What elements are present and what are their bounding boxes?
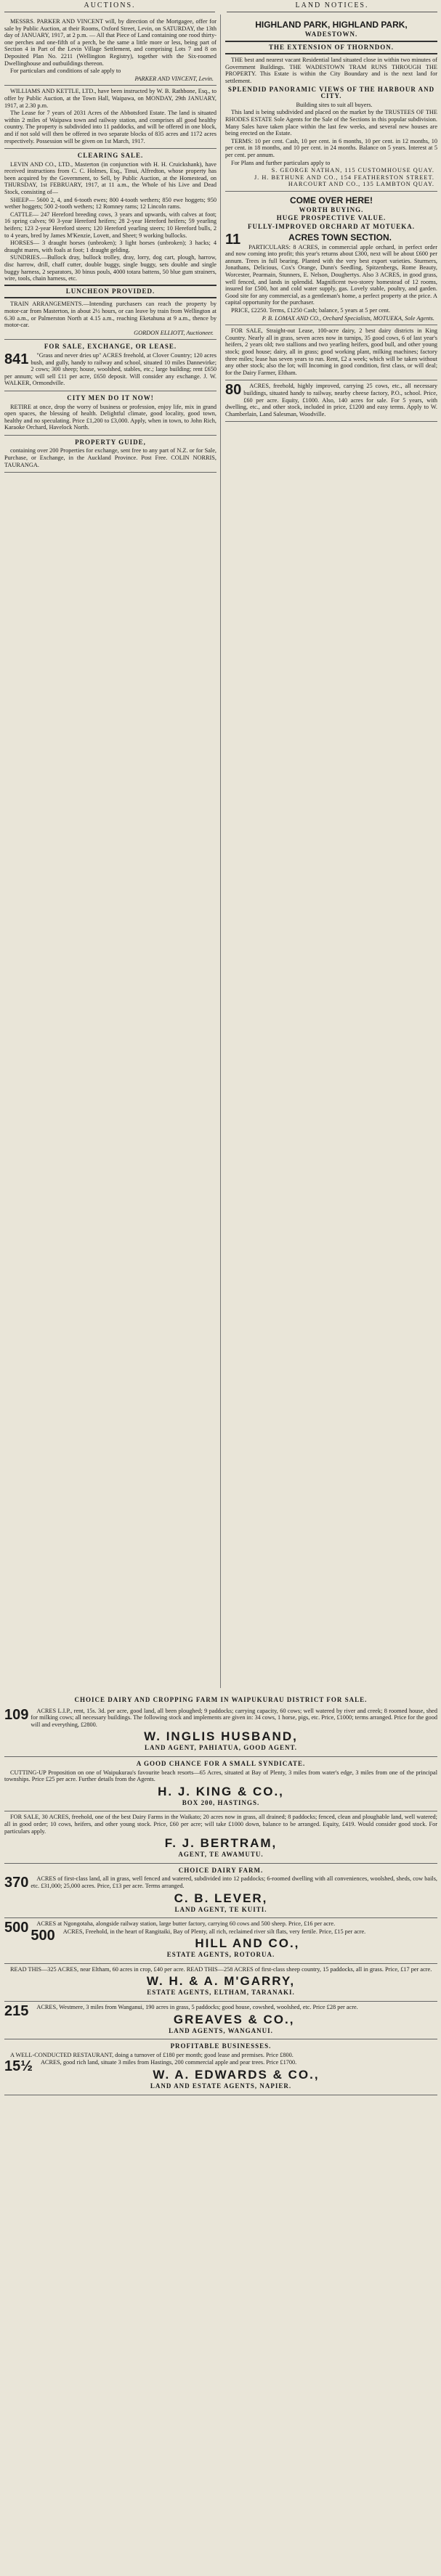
- ad-big-heading: ACRES TOWN SECTION.: [288, 232, 392, 242]
- ad-body: ACRES, freehold, highly improved, carrying 25 cows, etc., all necessary buildings, situated handy to railway, nearby cheese factory, P.O., school. Price, £60 per acre. Equity, £1000. Also, 140 acres for sale. For 5 years, with dwelling, etc., and other stock, included in price, £1200 and easy terms. Apply to W. Chamberlain, Land Salesman, Woodville.: [225, 383, 437, 417]
- ad-sale-exchange-lease: [4, 340, 217, 391]
- section-header-land-notices: LAND NOTICES.: [227, 1, 437, 12]
- divider: [225, 53, 437, 54]
- divider: [4, 297, 217, 298]
- ad-body: WILLIAMS AND KETTLE, LTD., have been instructed by W. B. Rathbone, Esq., to offer by Public Auction, at the Town Hall, Waipawa, on MONDAY, 29th JANUARY, 1917, at 2.30 p.m.: [4, 88, 217, 109]
- ad-body: THE best and nearest vacant Residential land situated close in within two minutes of Government Buildings. THE WADESTOWN TRAM RUNS THROUGH THE PROPERTY. This Estate is within the City Boundary and is the next land for settlement.: [225, 57, 437, 84]
- ad-greaves: [4, 2002, 437, 2039]
- ad-dairy-freehold: [225, 380, 437, 422]
- train-arrangements: TRAIN ARRANGEMENTS.—Intending purchasers can reach the property by motor-car from Masterton, in about 2½ hours, or can leave by train from Wellington at 6.30 a.m., or Palmerston North at 4.15 a.m., reaching Eketahuna at 9 a.m., thence by motor-car.: [4, 301, 217, 329]
- acreage-number: 841: [4, 351, 29, 367]
- agent-name: HILL AND CO.,: [195, 1936, 300, 1951]
- ad-body-2: The Lease for 7 years of 2031 Acres of the Abbotsford Estate. The land is situated within 2 miles of Waipawa town and railway station, and comprises all good healthy country. The property is subdivided into 11 paddocks, and will be offered in one block, and if not sold will then be offered in two separate blocks of 835 acres and 1172 acres respectively. Possession will be given on 1st March, 1917.: [4, 110, 217, 144]
- ad-king-co: [4, 1757, 437, 1811]
- ad-conditions: For particulars and conditions of sale apply to: [10, 68, 121, 75]
- agent-address: AGENT, TE AWAMUTU.: [178, 1851, 264, 1859]
- column-divider: [220, 15, 221, 1688]
- ad-inglis-husband: [4, 1705, 437, 1757]
- ad-signature: P. B. LOMAX AND CO., Orchard Specialists, MOTUEKA, Sole Agents.: [262, 314, 434, 322]
- ad-body: A WELL-CONDUCTED RESTAURANT, doing a turnover of £180 per month; good lease and premises. Price £800.: [10, 2051, 294, 2058]
- agent-name: W. INGLIS HUSBAND,: [144, 1729, 298, 1744]
- agent-address: LAND AGENTS, WANGANUI.: [169, 2026, 273, 2034]
- ad-title: COME OVER HERE!: [289, 195, 373, 205]
- ad-signature: GORDON ELLIOTT, Auctioneer.: [134, 329, 214, 336]
- ad-title: HIGHLAND PARK, HIGHLAND PARK,: [255, 20, 408, 30]
- ad-body: FOR SALE, 30 ACRES, freehold, one of the best Dairy Farms in the Waikato; 20 acres now in grass, all drained; 8 paddocks; fenced, clean and ploughable land, well watered; all in good order; 10 cows, heifers, and other young stock. Price, £60 per acre; will take £1000 down, balance to be arranged. Equity, £419. Would consider good stock. For particulars apply.: [4, 1814, 437, 1835]
- agent-name: W. H. & A. M'GARRY,: [146, 1974, 296, 1989]
- agent-address: ESTATE AGENTS, ELTHAM, TARANAKI.: [147, 1989, 295, 1997]
- ad-city-men: [4, 391, 217, 436]
- stock-sundries: SUNDRIES.—Bullock dray, bullock trolley, dray, lorry, dog cart, plough, harrow, disc harrow, drill, chaff cutter, double buggy, single buggy, sets double and single buggy harness, 2 separators, 30 binus pouls, 4000 totara battens, 50 blue gum strainers, wire, tools, chain harness, etc.: [4, 254, 217, 282]
- agent-2: J. H. BETHUNE AND CO., 154 FEATHERSTON STREET.: [254, 174, 434, 181]
- ad-body-2: ACRES, good rich land, situate 3 miles from Hastings, 200 commercial apple and pear trees. Price £1700.: [40, 2059, 297, 2066]
- ad-sizes: Building sites to suit all buyers.: [296, 101, 373, 108]
- stock-cattle: CATTLE— 247 Hereford breeding cows, 3 years and upwards, with calves at foot; 16 spring calves; 90 3-year Hereford heifers; 28 2-year Hereford heifers; 59 yearling heifers; 123 2-year Hereford steers; 120 Hereford yearling steers; 10 Hereford bulls, 2 to 4 years, bred by James M'Kenzie, Lovett, and Sheet; 9 working bullocks.: [4, 211, 217, 239]
- ad-title: PROFITABLE BUSINESSES.: [170, 2042, 272, 2050]
- ad-body: CUTTING-UP Proposition on one of Waipukurau's favourite beach resorts—65 Acres, situated at Bay of Plenty, 3 miles from water's edge, 3 miles from one of the principal townships. Price £25 per acre. Further details from the Agents.: [4, 1769, 437, 1783]
- ad-property-guide: [4, 436, 217, 473]
- ad-place: WADESTOWN.: [304, 30, 358, 38]
- ad-body: "Grass and never dries up" ACRES freehold, at Clover Country; 120 acres bush, and gully, handy to railway and school, situated 10 miles Dannevirke; 2 cows; 300 sheep; house, woolshed, stables, etc.; large building; rent £650 per annum; will sell £11 per acre, £650 deposit. Will consider any exchange. J. W. WALKER, Ormondville.: [4, 351, 217, 387]
- ad-subtitle: WORTH BUYING.: [299, 205, 364, 213]
- ad-title: CHOICE DAIRY FARM.: [178, 1866, 264, 1874]
- ad-subtitle-3: FULLY-IMPROVED ORCHARD AT MOTUEKA.: [247, 223, 416, 231]
- acreage-number: 215: [4, 2003, 29, 2020]
- ad-body: READ THIS—325 ACRES, near Eltham, 60 acres in crop, £40 per acre. READ THIS—258 ACRES of first-class sheep country, 15 paddocks, all in grass. Price, £17 per acre.: [10, 1965, 432, 1973]
- agent-address: BOX 200, HASTINGS.: [182, 1798, 260, 1806]
- acreage-number: 370: [4, 1875, 29, 1891]
- ad-subtitle: THE EXTENSION OF THORNDON.: [268, 43, 395, 51]
- banner-heading: CHOICE DAIRY AND CROPPING FARM IN WAIPUKURAU DISTRICT FOR SALE.: [74, 1696, 368, 1703]
- acreage-number: 80: [225, 382, 242, 399]
- ad-mcgarry: [4, 1964, 437, 2002]
- ad-plans: For Plans and further particulars apply to: [231, 159, 331, 166]
- ad-views: SPLENDID PANORAMIC VIEWS OF THE HARBOUR AND CITY.: [227, 85, 435, 100]
- agent-name: GREAVES & CO.,: [173, 2012, 295, 2026]
- agent-1: S. GEORGE NATHAN, 115 CUSTOMHOUSE QUAY.: [271, 167, 434, 174]
- agent-address: LAND AND ESTATE AGENTS, NAPIER.: [150, 2082, 292, 2090]
- column-land-notices: [225, 16, 437, 1664]
- divider: [225, 41, 437, 42]
- section-header-auctions: AUCTIONS.: [4, 1, 215, 12]
- acreage-number: 11: [225, 231, 241, 248]
- stock-horses: HORSES— 3 draught horses (unbroken); 3 light horses (unbroken); 3 hacks; 4 draught mares, with foals at foot; 1 draught gelding.: [4, 240, 217, 253]
- ad-terms: TERMS: 10 per cent. Cash, 10 per cent. in 6 months, 10 per cent. in 12 months, 10 per cent. in 18 months, and 10 per cent. in 24 months. Balance on 5 years. Interest at 5 per cent. per annum.: [225, 137, 437, 158]
- acreage-number: 15½: [4, 2058, 33, 2075]
- ad-body: FOR SALE, Straight-out Lease, 100-acre dairy, 2 best dairy districts in King Country. Nearly all in grass, seven acres now in turnips, 35 good cows, 6 of last year's heifers, 2 years old; two stallions and two yearling heifers, good bull, and other young stock; good house; dairy, all in grass; good working plant, milking machines; factory three miles; lease has seven years to run. Rent, £2 a week; which will be taken without any other stock; also the lot; will Incoming in good condition, first class, or will deal; for the Dairy Farmer, Eltham.: [225, 327, 437, 376]
- ad-clearing-sale: [4, 149, 217, 340]
- ad-body: ACRES, Westmere, 3 miles from Wanganui, 190 acres in grass, 5 paddocks; good house, cowshed, woolshed, etc. Price £28 per acre.: [36, 2004, 358, 2011]
- ad-body: RETIRE at once, drop the worry of business or profession, enjoy life, mix in grand open spaces, the blessing of health. Delightful climate, good locality, good town, healthy and no speculating. Price £1,200 to £3,000. Apply, when in town, to John Rich, Karaoke Orchard, Havelock North.: [4, 403, 217, 431]
- agent-address: ESTATE AGENTS, ROTORUA.: [166, 1951, 275, 1959]
- agent-address: LAND AGENT, PAHIATUA, GOOD AGENT.: [144, 1744, 298, 1752]
- ad-body: ACRES L.I.P., rent, 15s. 3d. per acre, good land, all been ploughed; 9 paddocks; carrying capacity, 60 cows; well watered by river and creek; 8 roomed house, shed for milking cows; all necessary buildings. The following stock and implements are given in: 34 cows, 1 horse, pigs, etc. Price, £1000; terms arranged. Price for the good will and everything, £2800.: [31, 1707, 437, 1728]
- ad-subtitle-2: HUGE PROSPECTIVE VALUE.: [276, 214, 387, 222]
- acreage-number: 109: [4, 1706, 29, 1723]
- ad-hill-co: [4, 1918, 437, 1964]
- agent-address: LAND AGENT, TE KUITI.: [174, 1905, 267, 1913]
- ad-body-2: This land is being subdivided and placed on the market by the TRUSTEES OF THE RHODES ESTATE Sole Agents for the Sale of the Sections in this popular subdivision. Many Sales have taken place within the last few weeks, and several new houses are being erected on the Estate.: [225, 109, 437, 137]
- ad-dairy-lease: [225, 325, 437, 380]
- ad-signature: PARKER AND VINCENT, Levin.: [134, 75, 214, 82]
- ad-title: FOR SALE, EXCHANGE, OR LEASE.: [44, 343, 177, 351]
- ad-bertram: [4, 1811, 437, 1863]
- ad-body-2: ACRES, Freehold, in the heart of Rangitaiki, Bay of Plenty, all rich, reclaimed river silt flats, very fertile. Price, £15 per acre.: [62, 1928, 366, 1935]
- ad-lever: [4, 1864, 437, 1918]
- full-width-classifieds: [4, 1695, 437, 2095]
- agent-name: F. J. BERTRAM,: [164, 1836, 278, 1851]
- ad-title: A GOOD CHANCE FOR A SMALL SYNDICATE.: [136, 1759, 306, 1767]
- acreage-number: 500: [4, 1920, 29, 1936]
- divider: [4, 285, 217, 286]
- ad-body: MESSRS. PARKER AND VINCENT will, by direction of the Mortgagee, offer for sale by Public Auction, at their Rooms, Oxford Street, Levin, on SATURDAY, the 13th day of JANUARY, 1917, at 2 p.m. — All that Piece of Land containing one rood thirty-one perches and one-fifth of a perch, be the same a little more or less, being part of Section 4 in Part of the Levin Village Settlement, and comprising Lots 7 and 8 on Deposited Plan No. 2211 (Wellington Registry), together with the Six-roomed Dwellinghouse and outbuildings thereon.: [4, 18, 217, 67]
- acreage-number: 500: [31, 1927, 55, 1944]
- ad-title: CITY MEN DO IT NOW!: [67, 394, 154, 402]
- ad-title: PROPERTY GUIDE,: [75, 438, 146, 446]
- agent-name: H. J. KING & CO.,: [158, 1784, 284, 1798]
- ad-williams-kettle: [4, 86, 217, 149]
- stock-sheep: SHEEP— 5600 2, 4, and 6-tooth ewes; 800 4-tooth wethers; 850 ewe hoggets; 950 wether hoggets; 500 2-tooth wethers; 12 Romney rams; 12 Lincoln rams.: [4, 196, 217, 211]
- ad-title: CLEARING SALE.: [77, 152, 144, 160]
- ad-body: LEVIN AND CO., LTD., Masterton (in conjunction with H. H. Cruickshank), have received instructions from C. C. Holmes, Esq., Tinui, Alfredton, whose property has been acquired by the Government, to Sell, by Public Auction, at the Homestead, on THURSDAY, 1st FEBRUARY, 1917, at 11 a.m., the Whole of his Live and Dead Stock, consisting of—: [4, 160, 217, 196]
- ad-body: containing over 200 Properties for exchange, sent free to any part of N.Z. or for Sale, Purchase, or Exchange, in the Auckland Province. Post Free. COLIN NORRIS, TAURANGA.: [4, 447, 217, 468]
- ad-highland-park: [225, 16, 437, 192]
- ad-price: PRICE, £2250. Terms, £1250 Cash; balance, 5 years at 5 per cent.: [231, 307, 391, 314]
- agent-name: W. A. EDWARDS & CO.,: [153, 2068, 320, 2082]
- ad-body: PARTICULARS: 8 ACRES, in commercial apple orchard, in perfect order and now coming into profit; this year's returns about £300, next will be about £600 per annum. Trees in full bearing. Planted with the very best export varieties. Sturmers, Jonathans, Delicious, Cox's Orange, Dunn's Seedling, Spitzenbergs, Rome Beauty, Worcester, Pearmain, Stunners, E. Nelson, Doughertys. Also 3 ACRES, in good grass, well fenced, and lands in splendid. Magnificent two-storey homestead of 12 rooms, insured for £500, hot and cold water supply, gas. Lovely stable, poultry, and garden. Good site for any commercial, as a gentleman's home, a perfect property at the price. A capital opportunity for the purchaser.: [225, 243, 437, 306]
- ad-body: ACRES of first-class land, all in grass, well fenced and watered, subdivided into 12 paddocks; 6-roomed dwelling with all conveniences, woolshed, sheds, cow bails, etc. £31,000; 25,000 acres. Price, £13 per acre. Terms arranged.: [31, 1875, 437, 1889]
- ad-motueka-orchard: [225, 192, 437, 325]
- agent-3: HARCOURT AND CO., 135 LAMBTON QUAY.: [288, 181, 434, 188]
- agent-name: C. B. LEVER,: [174, 1891, 268, 1905]
- ad-parker-vincent: [4, 16, 217, 86]
- ad-edwards: [4, 2039, 437, 2095]
- luncheon-note: LUNCHEON PROVIDED.: [65, 287, 155, 295]
- column-auctions: [4, 16, 217, 1664]
- ad-body: ACRES at Ngongotaha, alongside railway station, large butter factory, carrying 60 cows and 500 sheep. Price, £16 per acre.: [36, 1920, 336, 1928]
